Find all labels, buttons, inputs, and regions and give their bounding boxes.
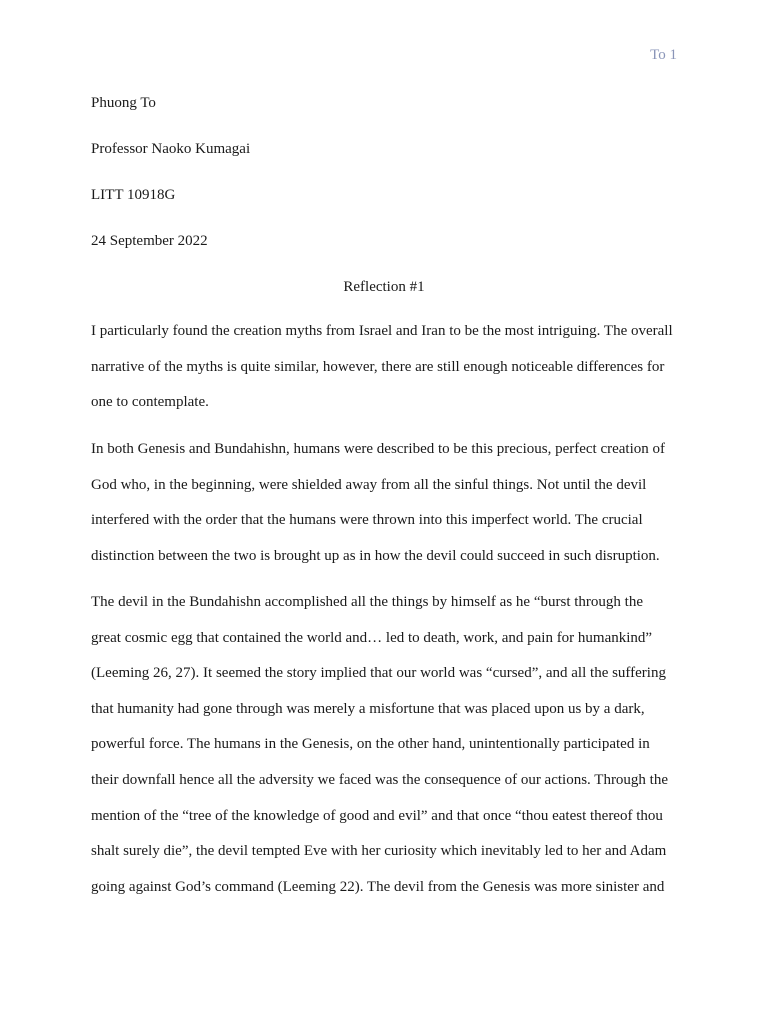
paragraph-line: distinction between the two is brought up as in how the devil could succeed in such disruption. (91, 547, 660, 564)
paragraph-line: shalt surely die”, the devil tempted Eve with her curiosity which inevitably led to her and Adam (91, 843, 667, 860)
paragraph-1 (91, 314, 681, 421)
running-head: To 1 (650, 47, 677, 63)
paragraph-2 (91, 432, 681, 574)
date: 24 September 2022 (91, 233, 208, 249)
paragraph-line: God who, in the beginning, were shielded away from all the sinful things. Not until the devil (91, 476, 647, 493)
student-name: Phuong To (91, 95, 156, 111)
paragraph-line: their downfall hence all the adversity we faced was the consequence of our actions. Through the (91, 771, 669, 788)
paragraph-line: (Leeming 26, 27). It seemed the story implied that our world was “cursed”, and all the suffering (91, 665, 666, 682)
paragraph-line: interfered with the order that the humans were thrown into this imperfect world. The crucial (91, 512, 643, 529)
professor-name: Professor Naoko Kumagai (91, 141, 251, 157)
paragraph-line: one to contemplate. (91, 394, 209, 411)
essay-title: Reflection #1 (343, 279, 425, 295)
paragraph-line: mention of the “tree of the knowledge of good and evil” and that once “thou eatest thereof thou (91, 807, 663, 824)
paragraph-line: In both Genesis and Bundahishn, humans were described to be this precious, perfect creation of (91, 441, 665, 457)
paragraph-line: going against God’s command (Leeming 22). The devil from the Genesis was more sinister and (91, 878, 665, 895)
paragraph-line: that humanity had gone through was merely a misfortune that was placed upon us by a dark, (91, 700, 645, 717)
paragraph-line: I particularly found the creation myths from Israel and Iran to be the most intriguing. The overall (91, 323, 673, 339)
paragraph-line: The devil in the Bundahishn accomplished all the things by himself as he “burst through the (91, 594, 643, 610)
paragraph-line: great cosmic egg that contained the world and… led to death, work, and pain for humankind” (91, 629, 653, 646)
paragraph-3 (91, 585, 681, 905)
paragraph-line: powerful force. The humans in the Genesis, on the other hand, unintentionally participated in (91, 736, 650, 753)
course-code: LITT 10918G (91, 187, 176, 203)
paragraph-line: narrative of the myths is quite similar, however, there are still enough noticeable differences for (91, 358, 665, 375)
